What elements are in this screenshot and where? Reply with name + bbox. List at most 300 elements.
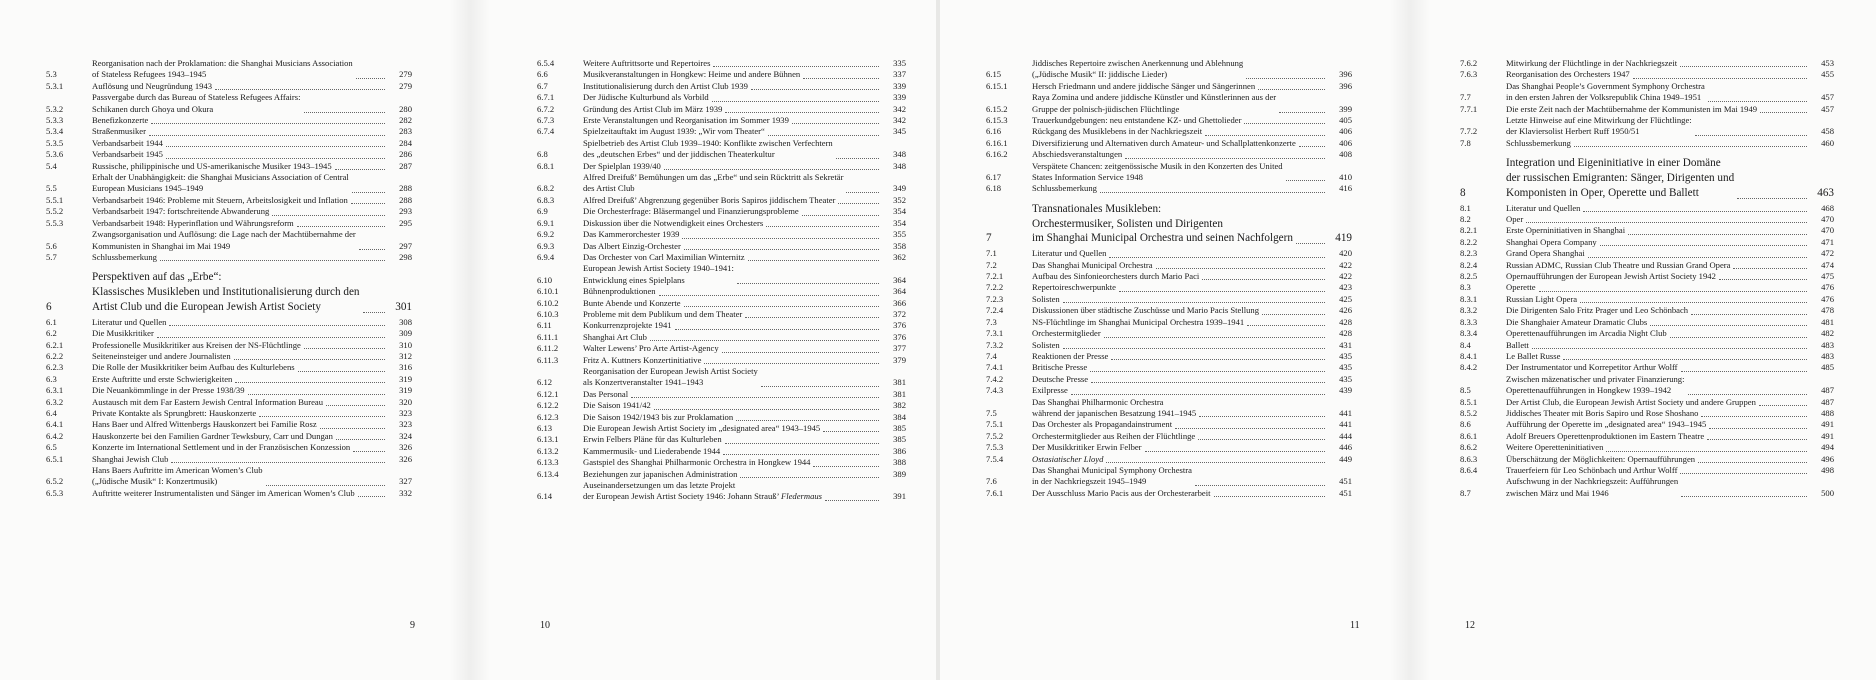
entry-page-number: 451 <box>1339 487 1352 498</box>
entry-title <box>92 252 157 263</box>
dot-leader <box>335 169 385 170</box>
toc-entry <box>537 332 906 343</box>
entry-page-number: 320 <box>399 396 412 407</box>
title-line <box>583 161 661 172</box>
toc-entry <box>1460 442 1834 453</box>
title-line-text: Shanghai Opera Company <box>1506 236 1597 247</box>
entry-body <box>583 241 882 252</box>
toc-entry <box>1460 454 1834 465</box>
entry-body <box>1032 282 1328 293</box>
title-line <box>92 328 154 339</box>
entry-body <box>92 328 388 339</box>
title-line-text: Trauerfeiern für Leo Schönbach und Arthur Wolff <box>1506 464 1678 475</box>
dot-leader <box>336 439 385 440</box>
entry-title <box>1506 305 1688 316</box>
title-line <box>583 320 672 331</box>
section-number: 6.16 <box>986 126 1002 137</box>
entry-body <box>92 206 388 217</box>
entry-page-number: 335 <box>893 58 906 68</box>
title-line <box>1506 374 1685 385</box>
entry-page-number: 422 <box>1339 271 1352 282</box>
title-line-text: Literatur und Quellen <box>1032 248 1107 259</box>
title-line <box>1506 328 1667 339</box>
title-line <box>1032 138 1296 149</box>
title-line-text: Probleme mit dem Publikum und dem Theater <box>583 308 743 319</box>
toc-entry <box>537 252 906 263</box>
toc-entry <box>986 442 1352 453</box>
toc-entry <box>1460 340 1834 351</box>
dot-leader <box>160 260 385 261</box>
entry-title <box>1506 374 1685 397</box>
entry-page-number: 287 <box>399 160 412 171</box>
section-number: 6.10.1 <box>537 286 559 297</box>
toc-entry <box>986 115 1352 126</box>
entry-body <box>583 161 882 172</box>
entry-title <box>583 286 656 297</box>
entry-title <box>1506 248 1585 259</box>
dot-leader <box>803 78 879 79</box>
toc-entry <box>46 126 412 137</box>
dot-leader <box>320 428 385 429</box>
toc-page-9 <box>46 58 412 499</box>
entry-title <box>92 138 163 149</box>
title-line <box>92 81 212 92</box>
toc-entry <box>986 58 1352 81</box>
toc-entry <box>46 419 412 430</box>
title-line-text: Der Artist Club, die European Jewish Artist Society und andere Gruppen <box>1506 396 1756 407</box>
entry-page-number: 463 <box>1817 186 1834 199</box>
entry-body <box>1032 374 1328 385</box>
title-line-text: Weitere Auftrittsorte und Repertoires <box>583 58 711 68</box>
dot-leader <box>352 192 385 193</box>
section-number: 6 <box>46 300 52 313</box>
toc-entry <box>537 286 906 297</box>
title-line-text: Opernaufführungen der European Jewish Artist Society 1942 <box>1506 271 1716 282</box>
entry-title <box>1032 271 1199 282</box>
title-line <box>1506 317 1647 328</box>
entry-title <box>1032 351 1108 362</box>
title-line <box>583 491 822 502</box>
entry-body <box>1506 340 1810 351</box>
entry-body <box>583 229 882 240</box>
title-line-text: („Jüdische Musik“ II: jiddische Lieder) <box>1032 69 1168 80</box>
section-number: 6.6 <box>537 69 548 80</box>
title-line <box>583 286 656 297</box>
title-line-text: Artist Club und die European Jewish Artist Society <box>92 300 322 313</box>
title-line-text: Abschiedsveranstaltungen <box>1032 149 1123 160</box>
title-line-text: Die Saison 1942/1943 bis zur Proklamation <box>583 411 734 422</box>
dot-leader <box>358 496 385 497</box>
title-line-text: Reaktionen der Presse <box>1032 350 1109 361</box>
title-line <box>92 270 360 285</box>
title-line-text: Le Ballet Russe <box>1506 350 1561 361</box>
title-line <box>1506 203 1580 214</box>
entry-body <box>1506 203 1810 214</box>
dot-leader <box>1104 337 1325 338</box>
entry-title <box>1032 362 1087 373</box>
entry-title <box>583 206 799 217</box>
title-line <box>92 229 356 240</box>
title-line <box>92 92 301 103</box>
entry-title <box>583 412 733 423</box>
section-number: 6.16.2 <box>986 149 1008 160</box>
toc-entry <box>46 161 412 172</box>
entry-body <box>1506 271 1810 282</box>
entry-body <box>92 115 388 126</box>
dot-leader <box>266 485 385 486</box>
entry-page-number: 364 <box>893 286 906 297</box>
entry-title <box>1506 115 1692 138</box>
toc-entry <box>986 465 1352 488</box>
toc-entry <box>1460 397 1834 408</box>
title-line-text: Benefizkonzerte <box>92 115 149 126</box>
entry-body <box>583 355 882 366</box>
title-line <box>1032 231 1293 246</box>
toc-entry <box>1460 419 1834 430</box>
title-line <box>1506 351 1560 362</box>
entry-page-number: 405 <box>1339 115 1352 126</box>
title-line <box>1506 138 1571 149</box>
entry-title <box>1506 419 1706 430</box>
entry-body <box>1032 488 1328 499</box>
title-line <box>1032 465 1192 476</box>
dot-leader <box>1299 146 1325 147</box>
title-line <box>92 362 295 373</box>
title-line <box>92 206 269 217</box>
title-line <box>583 183 843 194</box>
title-line-text: Alfred Dreifuß’ Bemühungen um das „Erbe“ und sein Rücktritt als Sekretär <box>583 172 844 183</box>
section-number: 6.12.1 <box>537 388 559 399</box>
entry-body <box>583 400 882 411</box>
title-line <box>1506 442 1603 453</box>
entry-page-number: 282 <box>399 115 412 126</box>
toc-entry <box>986 161 1352 184</box>
toc-entry <box>537 423 906 434</box>
dot-leader <box>684 306 879 307</box>
entry-page-number: 478 <box>1821 305 1834 316</box>
section-number: 6.9.4 <box>537 251 555 262</box>
dot-leader <box>1286 180 1325 181</box>
chapter-heading <box>1460 156 1834 200</box>
title-line-text: Das Orchester von Carl Maximilian Winternitz <box>583 251 745 262</box>
entry-title <box>92 442 350 453</box>
entry-body <box>583 172 882 195</box>
title-line-text: Solisten <box>1032 293 1060 304</box>
title-line-text: Aufschwung in der Nachkriegszeit: Aufführungen <box>1506 476 1679 487</box>
section-number: 6.8 <box>537 149 548 160</box>
dot-leader <box>1205 135 1325 136</box>
entry-page-number: 498 <box>1821 464 1834 475</box>
title-line <box>92 149 163 160</box>
section-number: 8.3.3 <box>1460 316 1478 327</box>
section-number: 8.3.4 <box>1460 328 1478 339</box>
title-line <box>1032 104 1276 115</box>
entry-title <box>92 340 301 351</box>
title-line-text: Operettenaufführungen im Arcadia Night Club <box>1506 328 1667 339</box>
dot-leader <box>351 203 385 204</box>
section-number: 5.3.1 <box>46 80 64 91</box>
section-number: 7.2.3 <box>986 293 1004 304</box>
dot-leader <box>1707 439 1807 440</box>
dot-leader <box>1111 359 1325 360</box>
entry-page-number: 389 <box>893 468 906 479</box>
title-line <box>1032 397 1196 408</box>
section-number: 6.10.3 <box>537 308 559 319</box>
toc-entry <box>986 81 1352 92</box>
entry-body <box>1506 351 1810 362</box>
toc-entry <box>46 81 412 92</box>
entry-page-number: 342 <box>893 103 906 114</box>
entry-page-number: 476 <box>1821 282 1834 293</box>
entry-title <box>583 423 820 434</box>
title-line-text: Operette <box>1506 282 1536 293</box>
title-line <box>1032 260 1153 271</box>
section-number: 5.3.2 <box>46 103 64 114</box>
entry-title <box>92 385 245 396</box>
title-line <box>1032 419 1172 430</box>
dot-leader <box>751 89 879 90</box>
title-line-text: Die erste Zeit nach der Machtübernahme der Kommunisten im Mai 1949 <box>1506 103 1758 114</box>
entry-page-number: 298 <box>399 251 412 262</box>
toc-entry <box>46 58 412 81</box>
title-line-text: Austausch mit dem Far Eastern Jewish Central Information Bureau <box>92 396 324 407</box>
entry-page-number: 381 <box>893 377 906 388</box>
entry-title <box>1032 385 1068 396</box>
title-line-text: Orchestermusiker, Solisten und Dirigenten <box>1032 217 1223 230</box>
title-line <box>1506 431 1704 442</box>
title-line-text: Schlussbemerkung <box>1506 137 1571 148</box>
title-line-text: Letzte Hinweise auf eine Mitwirkung der Flüchtlinge: <box>1506 115 1692 126</box>
title-line-text: Verbandsarbeit 1947: fortschreitende Abwanderung <box>92 206 270 217</box>
entry-title <box>1032 202 1293 246</box>
section-number: 8.5 <box>1460 385 1471 396</box>
section-number: 6.8.3 <box>537 194 555 205</box>
title-line <box>1032 442 1142 453</box>
page-number: 9 <box>410 620 415 631</box>
entry-page-number: 279 <box>399 69 412 80</box>
entry-body <box>1506 225 1810 236</box>
entry-page-number: 384 <box>893 411 906 422</box>
dot-leader <box>1760 112 1807 113</box>
title-line <box>1032 217 1293 232</box>
entry-body <box>92 161 388 172</box>
entry-title <box>1506 104 1757 115</box>
toc-entry <box>537 457 906 468</box>
entry-body <box>1506 294 1810 305</box>
title-line-text: Konkurrenzprojekte 1941 <box>583 320 672 331</box>
title-line <box>92 408 256 419</box>
title-line <box>92 419 317 430</box>
entry-page-number: 441 <box>1339 419 1352 430</box>
entry-body <box>1032 248 1328 259</box>
dot-leader <box>1247 325 1325 326</box>
toc-entry <box>986 397 1352 420</box>
title-line-text: of Stateless Refugees 1943–1945 <box>92 69 207 80</box>
section-number: 7.3.1 <box>986 328 1004 339</box>
toc-entry <box>1460 362 1834 373</box>
dot-leader <box>745 317 879 318</box>
dot-leader <box>171 462 385 463</box>
title-line <box>1506 214 1523 225</box>
section-number: 8.2.3 <box>1460 248 1478 259</box>
dot-leader <box>1246 78 1325 79</box>
entry-title <box>583 469 737 480</box>
entry-title <box>1032 465 1192 488</box>
entry-title <box>1032 305 1259 316</box>
title-line-text: Bunte Abende und Konzerte <box>583 297 681 308</box>
dot-leader <box>1526 222 1807 223</box>
entry-title <box>92 317 166 328</box>
entry-page-number: 312 <box>399 350 412 361</box>
title-line-text: Repertoireschwerpunkte <box>1032 282 1116 293</box>
entry-title <box>583 252 745 263</box>
title-line-text: Professionelle Musikkritiker aus Kreisen der NS-Flüchtlinge <box>92 339 301 350</box>
entry-body <box>92 374 388 385</box>
title-line <box>1506 237 1597 248</box>
entry-title <box>1506 271 1716 282</box>
section-number: 6.11.1 <box>537 331 559 342</box>
dot-leader <box>1199 416 1325 417</box>
title-line <box>583 275 734 286</box>
dot-leader <box>1606 451 1807 452</box>
entry-page-number: 426 <box>1339 305 1352 316</box>
entry-page-number: 319 <box>399 373 412 384</box>
toc-entry <box>537 126 906 137</box>
entry-title <box>1506 317 1647 328</box>
entry-body <box>1032 92 1328 115</box>
toc-entry <box>986 454 1352 465</box>
title-line-text: Erhalt der Unabhängigkeit: die Shanghai Musicians Association of Central <box>92 172 349 183</box>
title-line-text: Trauerkundgebungen: neu entstandene KZ- und Ghettolieder <box>1032 115 1242 126</box>
entry-title <box>1032 328 1101 339</box>
title-line <box>1506 294 1577 305</box>
dot-leader <box>846 192 879 193</box>
section-number: 7.6.1 <box>986 487 1004 498</box>
title-line-text: Fritz A. Kuttners Konzertinitiative <box>583 354 702 365</box>
entry-body <box>1506 317 1810 328</box>
section-number: 6.7 <box>537 80 548 91</box>
entry-title <box>1506 260 1730 271</box>
toc-entry <box>1460 237 1834 248</box>
section-number: 7.5.4 <box>986 453 1004 464</box>
section-number: 7.5.1 <box>986 419 1004 430</box>
title-line-text: Diskussion über die Notwendigkeit eines Orchesters <box>583 217 764 228</box>
section-number: 5.3.3 <box>46 115 64 126</box>
entry-page-number: 345 <box>893 126 906 137</box>
section-number: 5.3 <box>46 69 57 80</box>
title-line-text: Integration und Eigeninitiative in einer Domäne <box>1506 157 1721 170</box>
entry-title <box>92 206 269 217</box>
entry-body <box>92 218 388 229</box>
entry-page-number: 349 <box>893 183 906 194</box>
title-line-text: Passvergabe durch das Bureau of Stateless Refugees Affairs: <box>92 92 301 103</box>
chapter-heading <box>986 202 1352 246</box>
title-line-text: Oper <box>1506 214 1524 225</box>
entry-title <box>1506 214 1523 225</box>
entry-body <box>583 457 882 468</box>
entry-title <box>1506 156 1734 200</box>
title-line <box>583 457 810 468</box>
entry-page-number: 385 <box>893 434 906 445</box>
title-line <box>1032 69 1243 80</box>
dot-leader <box>740 477 879 478</box>
entry-title <box>92 488 355 499</box>
title-line <box>583 343 719 354</box>
dot-leader <box>704 363 879 364</box>
toc-entry <box>986 294 1352 305</box>
section-number: 8.4.1 <box>1460 350 1478 361</box>
dot-leader <box>1532 348 1807 349</box>
toc-entry <box>986 419 1352 430</box>
entry-body <box>583 309 882 320</box>
title-line <box>1032 58 1243 69</box>
dot-leader <box>1574 146 1807 147</box>
entry-title <box>1032 81 1255 92</box>
dot-leader <box>1650 325 1807 326</box>
entry-title <box>1032 183 1097 194</box>
entry-page-number: 358 <box>893 240 906 251</box>
section-number: 6.5.3 <box>46 487 64 498</box>
dot-leader <box>1628 234 1807 235</box>
entry-title <box>92 81 212 92</box>
dot-leader <box>1156 268 1325 269</box>
entry-page-number: 449 <box>1339 453 1352 464</box>
dot-leader <box>659 295 879 296</box>
entry-body <box>1032 454 1328 465</box>
title-line <box>92 126 146 137</box>
title-line <box>92 317 166 328</box>
entry-body <box>583 58 882 69</box>
title-line-text: Auftritte weiterer Instrumentalisten und Sänger im American Women’s Club <box>92 487 355 498</box>
title-line <box>1506 488 1678 499</box>
entry-body <box>1032 385 1328 396</box>
title-line-text: Das Shanghai People’s Government Symphony Orchestra <box>1506 80 1705 91</box>
title-line-text: Orchestermitglieder aus Reihen der Flüchtlinge <box>1032 430 1196 441</box>
section-number: 6.3 <box>46 373 57 384</box>
dot-leader <box>654 409 879 410</box>
title-line-text: Gastspiel des Shanghai Philharmonic Orchestra in Hongkew 1944 <box>583 457 811 468</box>
entry-page-number: 483 <box>1821 339 1834 350</box>
entry-page-number: 279 <box>399 80 412 91</box>
dot-leader <box>736 420 879 421</box>
toc-entry <box>1460 476 1834 499</box>
dot-leader <box>259 416 385 417</box>
entry-body <box>1032 465 1328 488</box>
entry-page-number: 362 <box>893 251 906 262</box>
entry-page-number: 339 <box>893 80 906 91</box>
dot-leader <box>157 337 385 338</box>
dot-leader <box>1719 279 1807 280</box>
section-number: 8.5.2 <box>1460 407 1478 418</box>
title-line <box>583 149 833 160</box>
title-line <box>1506 465 1677 476</box>
title-line-text: Der Ausschluss Mario Pacis aus der Orchesterarbeit <box>1032 487 1211 498</box>
section-number: 6.9.1 <box>537 217 555 228</box>
entry-title <box>583 195 835 206</box>
entry-body <box>1506 305 1810 316</box>
title-line <box>1506 115 1692 126</box>
entry-body <box>1032 328 1328 339</box>
title-line <box>92 195 348 206</box>
entry-title <box>92 218 294 229</box>
entry-body <box>583 469 882 480</box>
entry-page-number: 425 <box>1339 293 1352 304</box>
title-line <box>1506 362 1678 373</box>
section-number: 8.3.2 <box>1460 305 1478 316</box>
section-number: 7.4.2 <box>986 373 1004 384</box>
entry-body <box>583 252 882 263</box>
title-line-text: NS-Flüchtlinge im Shanghai Municipal Orchestra 1939–1941 <box>1032 316 1245 327</box>
